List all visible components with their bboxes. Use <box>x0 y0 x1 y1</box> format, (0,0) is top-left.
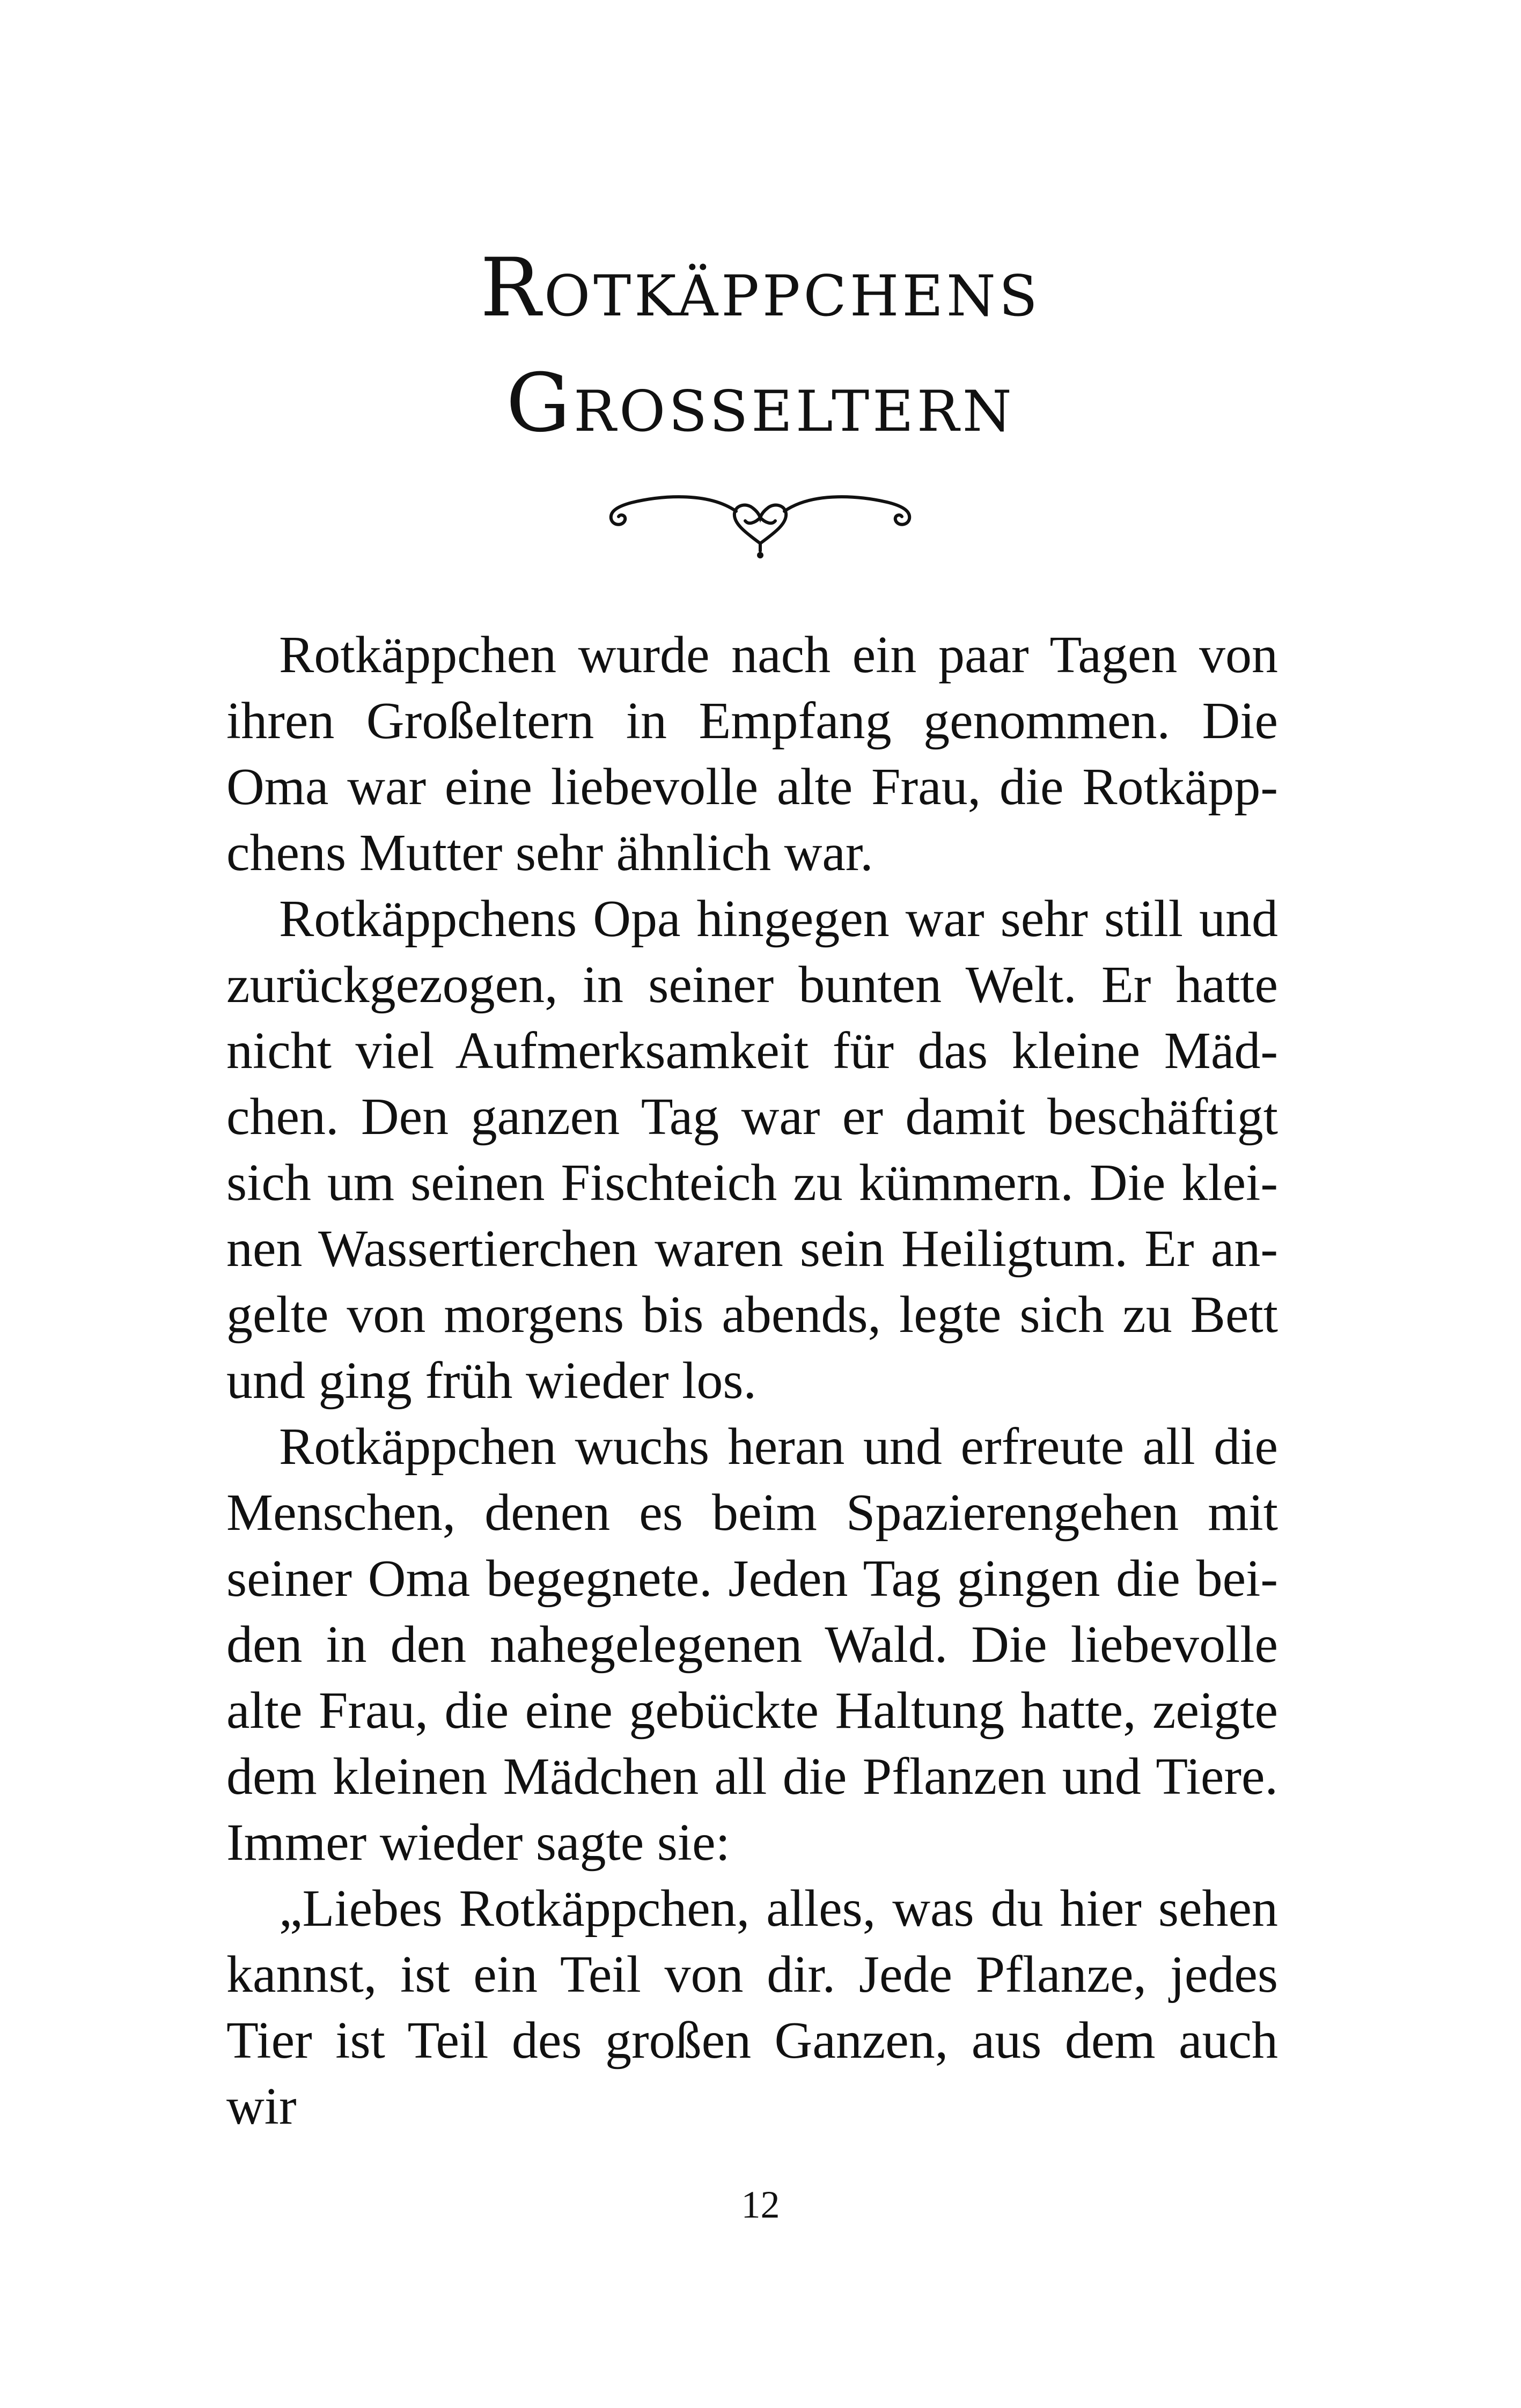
chapter-title-line-2: Grosseltern <box>506 357 1015 450</box>
heart-flourish-icon <box>599 480 921 561</box>
chapter-body <box>226 622 1278 2140</box>
paragraph: „Liebes Rotkäppchen, alles, was du hier sehen kannst, ist ein Teil von dir. Jede Pflanze, jedes Tier ist Teil des großen Ganzen, aus dem auch wir <box>226 1880 1278 2135</box>
paragraph: Rotkäppchen wuchs heran und erfreute all die Menschen, denen es beim Spazierengehen mit seiner Oma begegnete. Jeden Tag gingen die beiden in den nahegelegenen Wald. Die liebevolle alte Frau, die eine gebückte Haltung hatte, zeigte dem kleinen Mädchen all die Pflanzen und Tiere. Immer wieder sagte sie: <box>226 1418 1278 1872</box>
chapter-title-line-1: Rotkäppchens <box>480 241 1041 335</box>
paragraph: Rotkäppchens Opa hingegen war sehr still und zurückgezogen, in seiner bunten Welt. Er hatte nicht viel Aufmerksamkeit für das kleine Mädchen. Den ganzen Tag war er damit beschäftigt sich um seinen Fischteich zu kümmern. Die kleinen Wassertierchen waren sein Heiligtum. Er angelte von morgens bis abends, legte sich zu Bett und ging früh wieder los. <box>226 890 1278 1410</box>
paragraph: Rotkäppchen wurde nach ein paar Tagen von ihren Großeltern in Empfang genommen. Die Oma war eine liebevolle alte Frau, die Rotkäppchens Mutter sehr ähnlich war. <box>226 626 1278 882</box>
page-number: 12 <box>741 2183 780 2226</box>
chapter-title <box>0 231 1521 461</box>
